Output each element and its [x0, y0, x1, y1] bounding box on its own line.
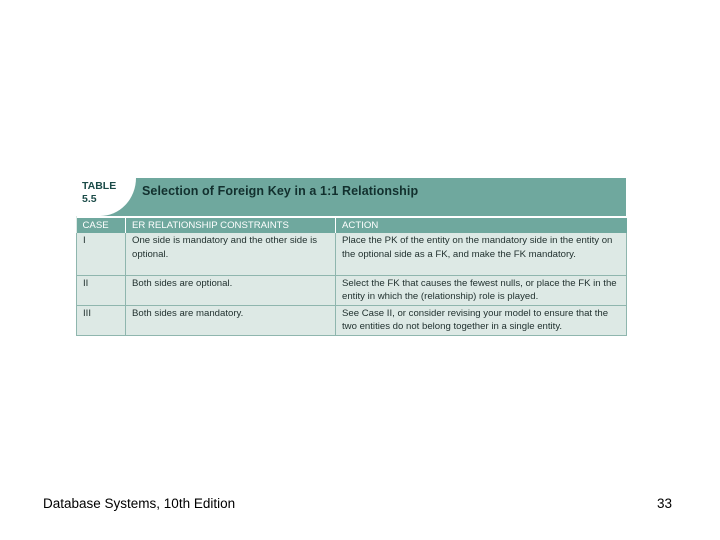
case-cell: III — [77, 305, 126, 335]
column-header-constraints: ER RELATIONSHIP CONSTRAINTS — [126, 217, 336, 233]
action-cell: See Case II, or consider revising your model to ensure that the two entities do not belong together in a single entity. — [336, 305, 627, 335]
constraint-cell: Both sides are mandatory. — [126, 305, 336, 335]
constraint-cell: Both sides are optional. — [126, 275, 336, 305]
table-number-tag — [76, 178, 136, 216]
table-title: Selection of Foreign Key in a 1:1 Relationship — [142, 184, 419, 198]
table-row — [77, 305, 627, 335]
table-row — [77, 275, 627, 305]
action-cell: Select the FK that causes the fewest nulls, or place the FK in the entity in which the (relationship) role is played. — [336, 275, 627, 305]
table-row — [77, 233, 627, 275]
table-number: 5.5 — [82, 193, 97, 205]
constraint-cell: One side is mandatory and the other side is optional. — [126, 233, 336, 275]
page-number: 33 — [656, 496, 672, 511]
footer-book-title: Database Systems, 10th Edition — [43, 496, 236, 511]
table-figure — [76, 178, 626, 336]
foreign-key-table — [76, 216, 627, 336]
column-header-case: CASE — [77, 217, 126, 233]
case-cell: II — [77, 275, 126, 305]
table-label: TABLE — [82, 180, 117, 192]
action-cell: Place the PK of the entity on the mandatory side in the entity on the optional side as a FK, and make the FK mandatory. — [336, 233, 627, 275]
case-cell: I — [77, 233, 126, 275]
table-header-bar — [76, 178, 626, 216]
column-header-action: ACTION — [336, 217, 627, 233]
table-header-row — [77, 217, 627, 233]
